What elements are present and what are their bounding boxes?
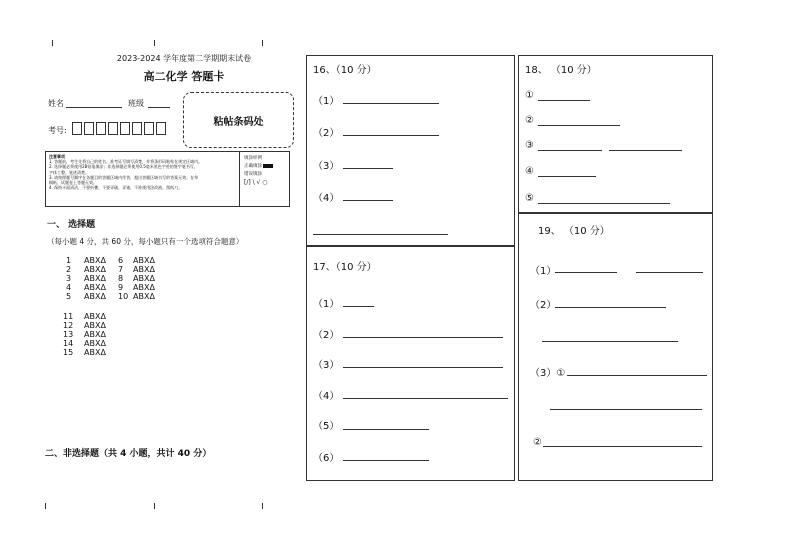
q16-answer-5[interactable] (313, 234, 448, 235)
q17-part-2: （2） (313, 330, 340, 341)
mc-row[interactable] (63, 348, 106, 357)
mc-number: 9 (118, 283, 124, 292)
notes-title: 注意事项 (49, 154, 65, 159)
mc-options[interactable]: ABXΔ (133, 256, 155, 265)
mc-row[interactable] (66, 256, 106, 265)
notes-line: 2. 选择题必须使用2B铅笔填涂；非选择题必须使用0.5毫米黑色字迹的签字笔书写， (49, 164, 198, 170)
q17-answer-5[interactable] (343, 429, 429, 430)
q18-answer-3a[interactable] (538, 150, 602, 151)
q19-part-1: （1） (530, 266, 557, 277)
q19-answer-1a[interactable] (555, 272, 617, 273)
mc-options[interactable]: ABXΔ (84, 321, 106, 330)
mc-number: 4 (66, 283, 72, 292)
notes-line: 字体工整、笔迹清楚。 (49, 169, 89, 175)
mc-row[interactable] (66, 283, 106, 292)
mc-options[interactable]: ABXΔ (84, 330, 106, 339)
mc-row[interactable] (118, 274, 155, 283)
mc-options[interactable]: ABXΔ (84, 283, 106, 292)
q19-answer-1b[interactable] (636, 272, 703, 273)
mc-options[interactable]: ABXΔ (84, 256, 106, 265)
exam-no-box[interactable] (72, 122, 82, 135)
mc-options[interactable]: ABXΔ (84, 265, 106, 274)
exam-no-box[interactable] (108, 122, 118, 135)
q17-part-4: （4） (313, 391, 340, 402)
q19-answer-2b[interactable] (542, 341, 678, 342)
q18-part-4: ④ (525, 166, 534, 177)
mc-options[interactable]: ABXΔ (84, 312, 106, 321)
mc-column-2 (118, 256, 155, 301)
mc-row[interactable] (63, 312, 106, 321)
mc-number: 8 (118, 274, 124, 283)
mc-number: 12 (63, 321, 74, 330)
mc-number: 1 (66, 256, 72, 265)
name-field[interactable] (66, 107, 122, 108)
q18-answer-5[interactable] (538, 203, 670, 204)
exam-title: 2023-2024 学年度第二学期期末试卷 (116, 54, 252, 63)
q17-answer-4[interactable] (343, 398, 508, 399)
mc-options[interactable]: ABXΔ (84, 274, 106, 283)
section1-title: 一、 选择题 (47, 220, 96, 230)
q19-part-4: ② (533, 437, 542, 448)
q19-answer-4[interactable] (543, 446, 702, 447)
mc-options[interactable]: ABXΔ (133, 283, 155, 292)
q18-answer-1[interactable] (538, 100, 590, 101)
q17-part-3: （3） (313, 360, 340, 371)
mc-options[interactable]: ABXΔ (84, 348, 106, 357)
mc-row[interactable] (118, 265, 155, 274)
mc-options[interactable]: ABXΔ (84, 292, 106, 301)
q18-part-3: ③ (525, 140, 534, 151)
mc-row[interactable] (66, 265, 106, 274)
mc-number: 6 (118, 256, 124, 265)
q18-part-1: ① (525, 90, 534, 101)
barcode-label: 粘帖条码处 (213, 116, 264, 128)
barcode-area (183, 92, 294, 148)
mc-row[interactable] (66, 274, 106, 283)
mc-number: 13 (63, 330, 74, 339)
mc-number: 2 (66, 265, 72, 274)
mc-options[interactable]: ABXΔ (84, 339, 106, 348)
exam-no-box[interactable] (156, 122, 166, 135)
class-label: 班级 (128, 99, 144, 108)
q16-answer-4[interactable] (343, 200, 393, 201)
mc-number: 15 (63, 348, 74, 357)
class-field[interactable] (148, 107, 170, 108)
mc-row[interactable] (63, 330, 106, 339)
q17-title: 17、（10 分） (313, 262, 377, 273)
mc-column-1 (66, 256, 106, 301)
q16-answer-1[interactable] (343, 103, 439, 104)
q16-part-1: （1） (313, 96, 340, 107)
q16-answer-3[interactable] (343, 168, 393, 169)
mc-row[interactable] (118, 256, 155, 265)
section2-title: 二、非选择题（共 4 小题，共计 40 分） (45, 449, 212, 459)
wrong-marks: [/] \ √ ○ (244, 179, 268, 186)
mc-number: 5 (66, 292, 72, 301)
q18-box (518, 55, 713, 213)
q19-answer-3a[interactable] (567, 375, 707, 376)
name-label: 姓名 (48, 99, 64, 108)
q18-answer-2[interactable] (538, 125, 620, 126)
q18-part-5: ⑤ (525, 193, 534, 204)
exam-no-box[interactable] (84, 122, 94, 135)
correct-label: 正确填涂 (244, 164, 262, 169)
correct-sample (244, 163, 288, 171)
corner-tick (45, 503, 46, 509)
notes-line: 稿纸、试题卷上答题无效。 (49, 180, 97, 186)
q19-part-3: （3）① (530, 368, 566, 379)
q18-answer-4[interactable] (538, 176, 596, 177)
corner-tick (154, 503, 155, 509)
filled-mark-icon (263, 164, 273, 168)
q19-box (518, 213, 713, 481)
q16-title: 16、（10 分） (313, 65, 377, 76)
mc-options[interactable]: ABXΔ (133, 265, 155, 274)
q16-box (306, 55, 515, 246)
wrong-label: 错误填涂 (244, 172, 262, 177)
q17-part-1: （1） (313, 299, 340, 310)
mc-column-3 (63, 312, 106, 357)
sample-title: 填涂样例 (244, 156, 262, 161)
q19-title: 19、 （10 分） (538, 226, 610, 237)
mc-number: 11 (63, 312, 74, 321)
exam-no-box[interactable] (120, 122, 130, 135)
q18-title: 18、 （10 分） (525, 65, 597, 76)
exam-no-box[interactable] (96, 122, 106, 135)
q17-answer-6[interactable] (343, 460, 429, 461)
exam-no-label: 考号: (48, 126, 67, 135)
q16-answer-2[interactable] (343, 135, 439, 136)
q18-part-2: ② (525, 115, 534, 126)
q17-part-5: （5） (313, 421, 340, 432)
mc-row[interactable] (63, 321, 106, 330)
mc-number: 14 (63, 339, 74, 348)
q18-answer-3b[interactable] (609, 150, 682, 151)
q19-answer-2a[interactable] (555, 307, 666, 308)
notes-line: 3. 请按照题号顺序在各题目的答题区域内作答，超出答题区域书写的答案无效；在草 (49, 174, 199, 180)
q19-part-2: （2） (530, 300, 557, 311)
q17-answer-1[interactable] (343, 306, 374, 307)
exam-no-box[interactable] (144, 122, 154, 135)
mc-row[interactable] (118, 292, 155, 301)
mc-row[interactable] (118, 283, 155, 292)
mc-number: 10 (118, 292, 129, 301)
section1-desc: （每小题 4 分，共 60 分，每小题只有一个选项符合题意） (47, 237, 244, 246)
q17-answer-3[interactable] (343, 367, 503, 368)
corner-tick (52, 40, 53, 46)
mc-options[interactable]: ABXΔ (133, 274, 155, 283)
q16-part-2: （2） (313, 128, 340, 139)
corner-tick (262, 503, 263, 509)
q19-answer-3b[interactable] (550, 409, 702, 410)
q17-part-6: （6） (313, 453, 340, 464)
q16-part-4: （4） (313, 193, 340, 204)
corner-tick (154, 40, 155, 46)
corner-tick (262, 40, 263, 46)
mc-row[interactable] (66, 292, 106, 301)
exam-no-box[interactable] (132, 122, 142, 135)
notes-box (45, 151, 290, 207)
mc-number: 7 (118, 265, 124, 274)
notes-line: 4. 保持卡面清洁，不要折叠、不要弄破、弄皱，不准使用涂改液、刮纸刀。 (49, 185, 183, 191)
q16-part-3: （3） (313, 161, 340, 172)
mc-options[interactable]: ABXΔ (133, 292, 155, 301)
mc-row[interactable] (63, 339, 106, 348)
notes-line: 1. 答题前，考生先将自己的姓名、准考证号填写清楚，并将条形码粘贴在规定区域内。 (49, 159, 203, 165)
q17-answer-2[interactable] (343, 337, 503, 338)
card-title: 高二化学 答题卡 (143, 70, 225, 83)
mc-number: 3 (66, 274, 72, 283)
